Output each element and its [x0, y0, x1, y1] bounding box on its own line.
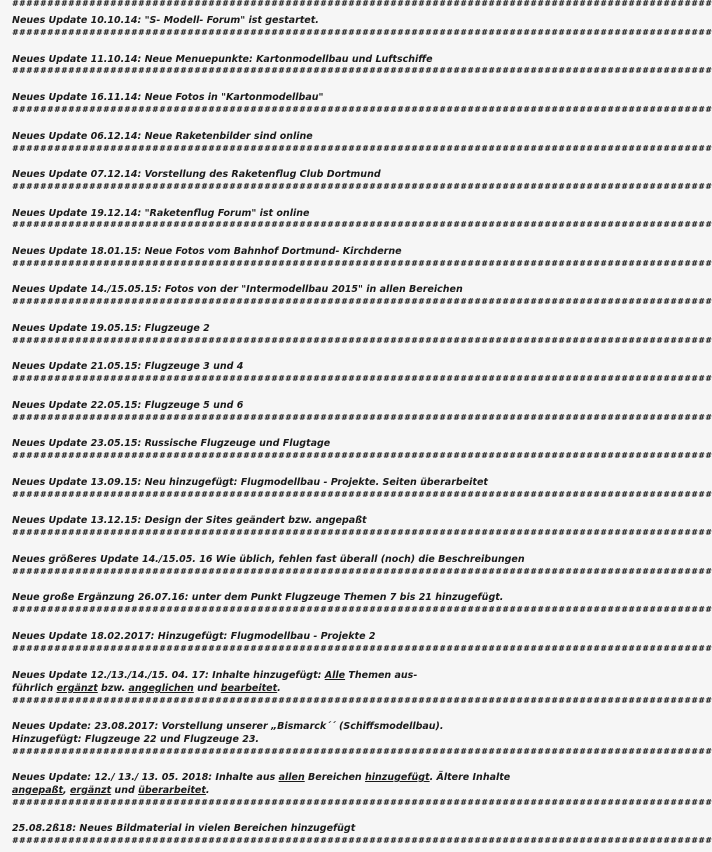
separator: ####################################################################################################	[12, 528, 712, 537]
emphasized-word: allen	[278, 772, 305, 783]
entry-text: ,	[63, 785, 70, 796]
update-entry: Neues Update 19.12.14: "Raketenflug Forum" ist online	[12, 208, 310, 219]
update-entry: Neues Update 06.12.14: Neue Raketenbilder sind online	[12, 131, 313, 142]
update-entry-continuation	[12, 784, 495, 797]
separator: ####################################################################################################	[12, 182, 712, 191]
emphasized-word: angeglichen	[128, 683, 194, 694]
emphasized-word: Alle	[324, 670, 346, 681]
separator: ####################################################################################################	[12, 105, 712, 114]
update-entry: Neues Update 13.09.15: Neu hinzugefügt: Flugmodellbau - Projekte. Seiten überarbeitet	[12, 477, 488, 488]
entry-text: bzw.	[97, 683, 129, 694]
update-entry: Neues Update 18.01.15: Neue Fotos vom Bahnhof Dortmund- Kirchderne	[12, 246, 402, 257]
update-entry: Neues Update: 23.08.2017: Vorstellung unserer „Bismarck´´ (Schiffsmodellbau).	[12, 721, 444, 732]
update-entry: Neues Update 23.05.15: Russische Flugzeuge und Flugtage	[12, 438, 331, 449]
entry-text: Neues Update 12./13./14./15. 04. 17: Inhalte hinzugefügt:	[12, 670, 325, 681]
separator: ####################################################################################################	[12, 836, 712, 845]
separator: ####################################################################################################	[12, 336, 712, 345]
update-entry: Neues Update 19.05.15: Flugzeuge 2	[12, 323, 210, 334]
emphasized-word: hinzugefügt	[365, 772, 430, 783]
update-entry: Neues Update 10.10.14: "S- Modell- Forum" ist gestartet.	[12, 15, 319, 26]
emphasized-word: ergänzt	[69, 785, 112, 796]
emphasized-word: bearbeitet	[220, 683, 278, 694]
emphasized-word: überarbeitet	[138, 785, 206, 796]
separator: ####################################################################################################	[12, 374, 712, 383]
update-entry: Neues Update 14./15.05.15: Fotos von der "Intermodellbau 2015" in allen Bereichen	[12, 284, 463, 295]
separator: ####################################################################################################	[12, 747, 712, 756]
entry-text: Bereichen	[304, 772, 366, 783]
update-entry: Neues Update 21.05.15: Flugzeuge 3 und 4	[12, 361, 244, 372]
update-entry: Neues Update 18.02.2017: Hinzugefügt: Flugmodellbau - Projekte 2	[12, 631, 376, 642]
emphasized-word: angepaßt	[12, 785, 64, 796]
separator: ####################################################################################################	[12, 220, 712, 229]
emphasized-word: ergänzt	[56, 683, 98, 694]
update-entry: Neues Update 07.12.14: Vorstellung des Raketenflug Club Dortmund	[12, 169, 381, 180]
update-entry: Neue große Ergänzung 26.07.16: unter dem Punkt Flugzeuge Themen 7 bis 21 hinzugefügt.	[12, 592, 504, 603]
update-entry: Neues Update 11.10.14: Neue Menuepunkte: Kartonmodellbau und Luftschiffe	[12, 54, 433, 65]
update-entry	[12, 771, 511, 784]
separator: ####################################################################################################	[12, 451, 712, 460]
separator: ####################################################################################################	[12, 259, 712, 268]
separator: ####################################################################################################	[12, 490, 712, 499]
separator: ####################################################################################################	[12, 0, 712, 8]
entry-text: .	[205, 785, 210, 796]
entry-text: .	[277, 683, 281, 694]
update-entry: Neues größeres Update 14./15.05. 16 Wie üblich, fehlen fast überall (noch) die Beschreibungen	[12, 554, 525, 565]
update-entry-continuation	[12, 682, 495, 695]
separator: ####################################################################################################	[12, 567, 712, 576]
entry-text: und	[111, 785, 139, 796]
separator: ####################################################################################################	[12, 297, 712, 306]
separator: ####################################################################################################	[12, 605, 712, 614]
update-entry	[12, 669, 495, 682]
separator: ####################################################################################################	[12, 798, 712, 807]
update-entry: Neues Update 22.05.15: Flugzeuge 5 und 6	[12, 400, 244, 411]
separator: ####################################################################################################	[12, 144, 712, 153]
separator: ####################################################################################################	[12, 28, 712, 37]
entry-text: Neues Update: 12./ 13./ 13. 05. 2018: Inhalte aus	[12, 772, 279, 783]
separator: ####################################################################################################	[12, 644, 712, 653]
update-entry: Neues Update 13.12.15: Design der Sites geändert bzw. angepaßt	[12, 515, 367, 526]
entry-text: . Ältere Inhalte	[429, 772, 511, 783]
update-entry: Neues Update 16.11.14: Neue Fotos in "Kartonmodellbau"	[12, 92, 324, 103]
separator: ####################################################################################################	[12, 696, 712, 705]
update-entry: 25.08.2ß18: Neues Bildmaterial in vielen Bereichen hinzugefügt	[12, 823, 356, 834]
entry-text: Themen aus-	[345, 670, 418, 681]
entry-text: und	[193, 683, 221, 694]
separator: ####################################################################################################	[12, 66, 712, 75]
entry-text: führlich	[12, 683, 57, 694]
update-entry-continuation: Hinzugefügt: Flugzeuge 22 und Flugzeuge 23.	[12, 734, 260, 745]
separator: ####################################################################################################	[12, 413, 712, 422]
